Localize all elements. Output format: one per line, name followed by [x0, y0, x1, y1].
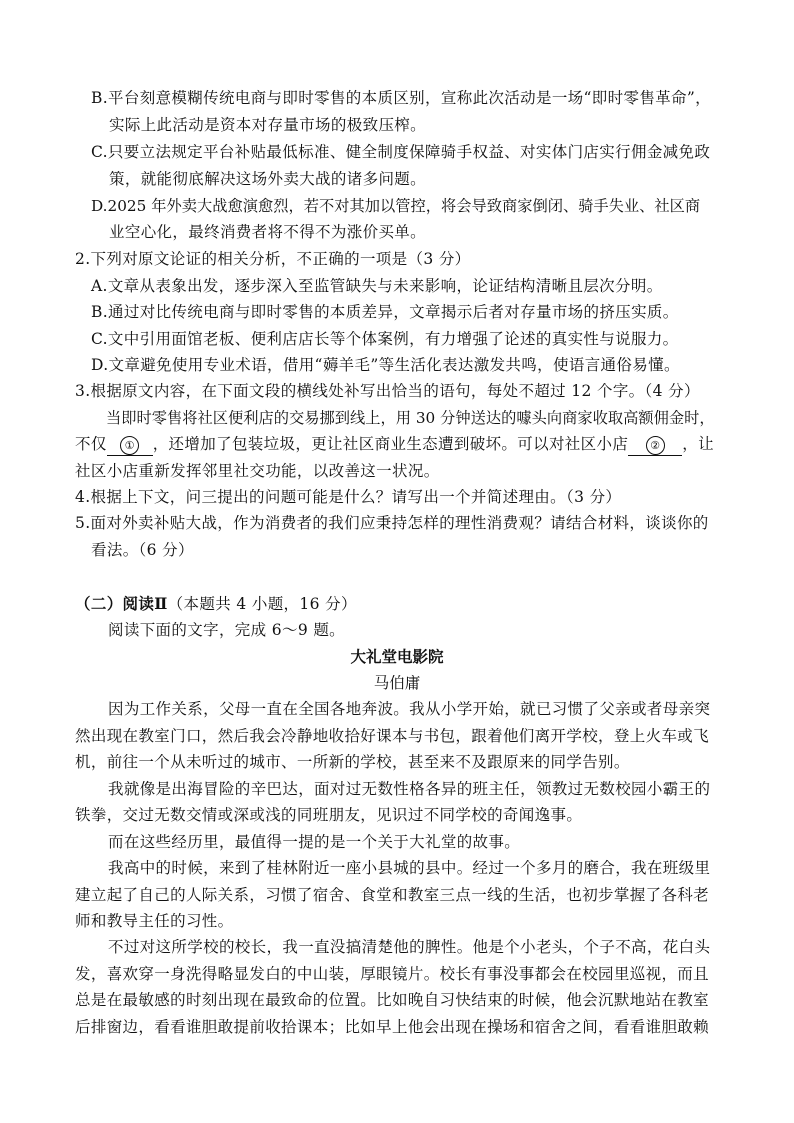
- q1-option-d-line1: D.2025 年外卖大战愈演愈烈，若不对其加以管控，将会导致商家倒闭、骑手失业、社区商: [91, 197, 701, 215]
- passage-p5-line2: 发，喜欢穿一身洗得略显发白的中山装，厚眼镜片。校长有事没事都会在校园里巡视，而且: [75, 965, 710, 983]
- passage-p3-line1: 而在这些经历里，最值得一提的是一个关于大礼堂的故事。: [108, 833, 521, 851]
- q2-stem: 2.下列对原文论证的相关分析，不正确的一项是（3 分）: [75, 250, 471, 268]
- circled-number-1: ①: [120, 436, 139, 455]
- passage-p4-line3: 师和教导主任的习性。: [75, 912, 234, 930]
- q2-option-d: D.文章避免使用专业术语，借用“薅羊毛”等生活化表达激发共鸣，使语言通俗易懂。: [91, 356, 680, 374]
- q3-line1: 当即时零售将社区便利店的交易挪到线上，用 30 分钟送达的噱头向商家收取高额佣金时，: [106, 409, 715, 427]
- q2-option-b: B.通过对比传统电商与即时零售的本质差异，文章揭示后者对存量市场的挤压实质。: [91, 303, 679, 321]
- q3-line3: 社区小店重新发挥邻里社交功能，以改善这一状况。: [75, 462, 440, 480]
- section-instruction: 阅读下面的文字，完成 6～9 题。: [108, 621, 346, 639]
- q1-option-b-line2: 实际上此活动是资本对存量市场的极致压榨。: [109, 116, 427, 134]
- q5-stem-line2: 看法。（6 分）: [91, 541, 194, 559]
- q3-stem: 3.根据原文内容，在下面文段的横线处补写出恰当的语句，每处不超过 12 个字。（4 分）: [75, 382, 700, 400]
- q2-option-a: A.文章从表象出发，逐步深入至监管缺失与未来影响，论证结构清晰且层次分明。: [91, 277, 663, 295]
- passage-p4-line2: 建立起了自己的人际关系，习惯了宿舍、食堂和教室三点一线的生活，也初步掌握了各科老: [75, 886, 710, 904]
- passage-p5-line4: 后排窗边，看看谁胆敢提前收拾课本；比如早上他会出现在操场和宿舍之间，看看谁胆敢赖: [75, 1018, 710, 1036]
- answer-blank-1[interactable]: [107, 434, 153, 456]
- q2-option-c: C.文中引用面馆老板、便利店店长等个体案例，有力增强了论述的真实性与说服力。: [91, 330, 679, 348]
- q5-stem-line1: 5.面对外卖补贴大战，作为消费者的我们应秉持怎样的理性消费观？请结合材料，谈谈你的: [75, 514, 709, 532]
- passage-p1-line3: 机，前往一个从未听过的城市、一所新的学校，甚至来不及跟原来的同学告别。: [75, 753, 630, 771]
- passage-p5-line1: 不过对这所学校的校长，我一直没搞清楚他的脾性。他是个小老头，个子不高，花白头: [108, 938, 711, 956]
- q1-option-d-line2: 业空心化，最终消费者将不得不为涨价买单。: [109, 223, 427, 241]
- passage-author: 马伯庸: [373, 674, 421, 692]
- passage-p2-line1: 我就像是出海冒险的辛巴达，面对过无数性格各异的班主任，领教过无数校园小霸王的: [108, 780, 711, 798]
- q1-option-c-line1: C.只要立法规定平台补贴最低标准、健全制度保障骑手权益、对实体门店实行佣金减免政: [91, 143, 711, 161]
- q3-line2: [75, 434, 714, 456]
- circled-number-2: ②: [646, 436, 665, 455]
- q1-option-c-line2: 策，就能彻底解决这场外卖大战的诸多问题。: [109, 170, 427, 188]
- answer-blank-2[interactable]: [628, 434, 682, 456]
- section-heading: [75, 594, 357, 614]
- section-heading-label: （二）阅读Ⅱ: [75, 594, 168, 613]
- passage-p1-line2: 然出现在教室门口，然后我会冷静地收拾好课本与书包，跟着他们离开学校，登上火车或飞: [75, 727, 710, 745]
- passage-p2-line2: 铁拳，交过无数交情或深或浅的同班朋友，见识过不同学校的奇闻逸事。: [75, 806, 583, 824]
- q3-line2-end: ，让: [682, 435, 714, 453]
- q3-line2-start: 不仅: [75, 435, 107, 453]
- section-heading-detail: （本题共 4 小题，16 分）: [167, 595, 357, 613]
- passage-p5-line3: 总是在最敏感的时刻出现在最致命的位置。比如晚自习快结束的时候，他会沉默地站在教室: [75, 991, 710, 1009]
- passage-p1-line1: 因为工作关系，父母一直在全国各地奔波。我从小学开始，就已习惯了父亲或者母亲突: [108, 700, 711, 718]
- passage-title: 大礼堂电影院: [350, 647, 444, 666]
- passage-p4-line1: 我高中的时候，来到了桂林附近一座小县城的县中。经过一个多月的磨合，我在班级里: [108, 859, 711, 877]
- q3-line2-middle: ，还增加了包装垃圾，更让社区商业生态遭到破坏。可以对社区小店: [152, 435, 629, 453]
- q1-option-b-line1: B.平台刻意模糊传统电商与即时零售的本质区别，宣称此次活动是一场“即时零售革命”，: [91, 89, 712, 107]
- q4-stem: 4.根据上下文，问三提出的问题可能是什么？请写出一个并简述理由。（3 分）: [75, 488, 622, 506]
